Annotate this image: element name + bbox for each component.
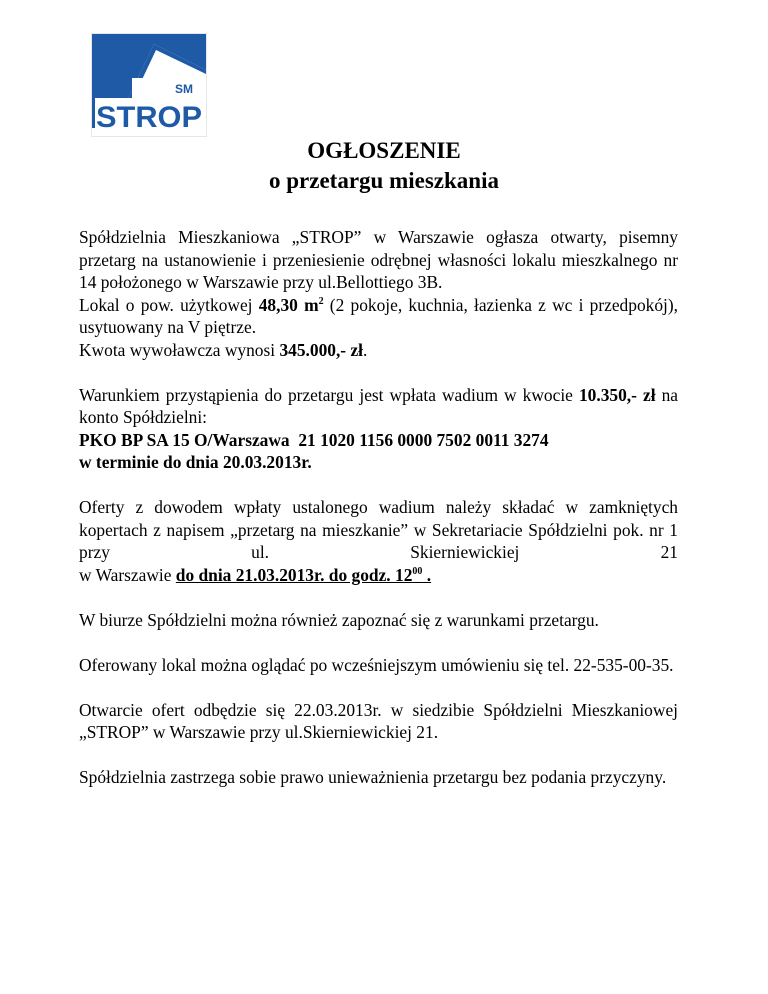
- offers-text: Oferty z dowodem wpłaty ustalonego wadium należy składać w zamkniętych kopertach z napisem „przetarg na mieszkanie” w Sekretariacie Spółdzielni pok. nr 1 przy ul. Skierniewickiej 21: [79, 497, 678, 562]
- price-value: 345.000,- zł: [279, 339, 363, 360]
- strop-logo-icon: [92, 34, 206, 136]
- paragraph-viewing: Oferowany lokal można oglądać po wcześniejszym umówieniu się tel. 22-535-00-35.: [79, 654, 674, 675]
- deposit-text: Warunkiem przystąpienia do przetargu jest wpłata wadium w kwocie 10.350,- zł na konto Spółdzielni:: [79, 384, 679, 427]
- announcement-body: [79, 226, 678, 811]
- heading: [0, 136, 768, 196]
- paragraph-intro: [79, 226, 678, 361]
- offers-deadline-line: w Warszawie do dnia 21.03.2013r. do godz. $12^{00}$ .: [79, 564, 432, 585]
- paragraph-deposit: [79, 384, 678, 474]
- logo-prefix: SM: [175, 82, 193, 96]
- logo-brand: STROP: [96, 101, 202, 134]
- bank-account: PKO BP SA 15 O/Warszawa 21 1020 1156 0000 7502 0011 3274: [79, 429, 549, 450]
- deposit-deadline: w terminie do dnia 20.03.2013r.: [79, 452, 312, 472]
- paragraph-office: W biurze Spółdzielni można również zapoznać się z warunkami przetargu.: [79, 609, 599, 630]
- offers-deadline: do dnia 21.03.2013r. do godz. $12^{00}$ .: [175, 564, 432, 585]
- paragraph-opening: Otwarcie ofert odbędzie się 22.03.2013r. w siedzibie Spółdzielni Mieszkaniowej „STROP” w Warszawie przy ul.Skierniewickiej 21.: [79, 699, 678, 742]
- paragraph-offers: [79, 496, 678, 586]
- page-title: OGŁOSZENIE: [307, 138, 461, 163]
- price-line: Kwota wywoławcza wynosi 345.000,- zł.: [79, 339, 368, 360]
- intro-text: Spółdzielnia Mieszkaniowa „STROP” w Warszawie ogłasza otwarty, pisemny przetarg na ustanowienie i przeniesienie odrębnej własności lokalu mieszkalnego nr 14 położonego w Warszawie przy ul.Bellottiego 3B.: [79, 227, 678, 292]
- paragraph-reservation: Spółdzielnia zastrzega sobie prawo unieważnienia przetargu bez podania przyczyny.: [79, 767, 667, 787]
- logo: [92, 34, 206, 136]
- area-value: 48,30 $m^2$: [258, 294, 324, 315]
- area-line: Lokal o pow. użytkowej 48,30 $m^2$ (2 pokoje, kuchnia, łazienka z wc i przedpokój), usytuowany na V piętrze.: [79, 294, 678, 337]
- page-subtitle: o przetargu mieszkania: [269, 168, 499, 193]
- deposit-amount: 10.350,- zł: [578, 384, 656, 405]
